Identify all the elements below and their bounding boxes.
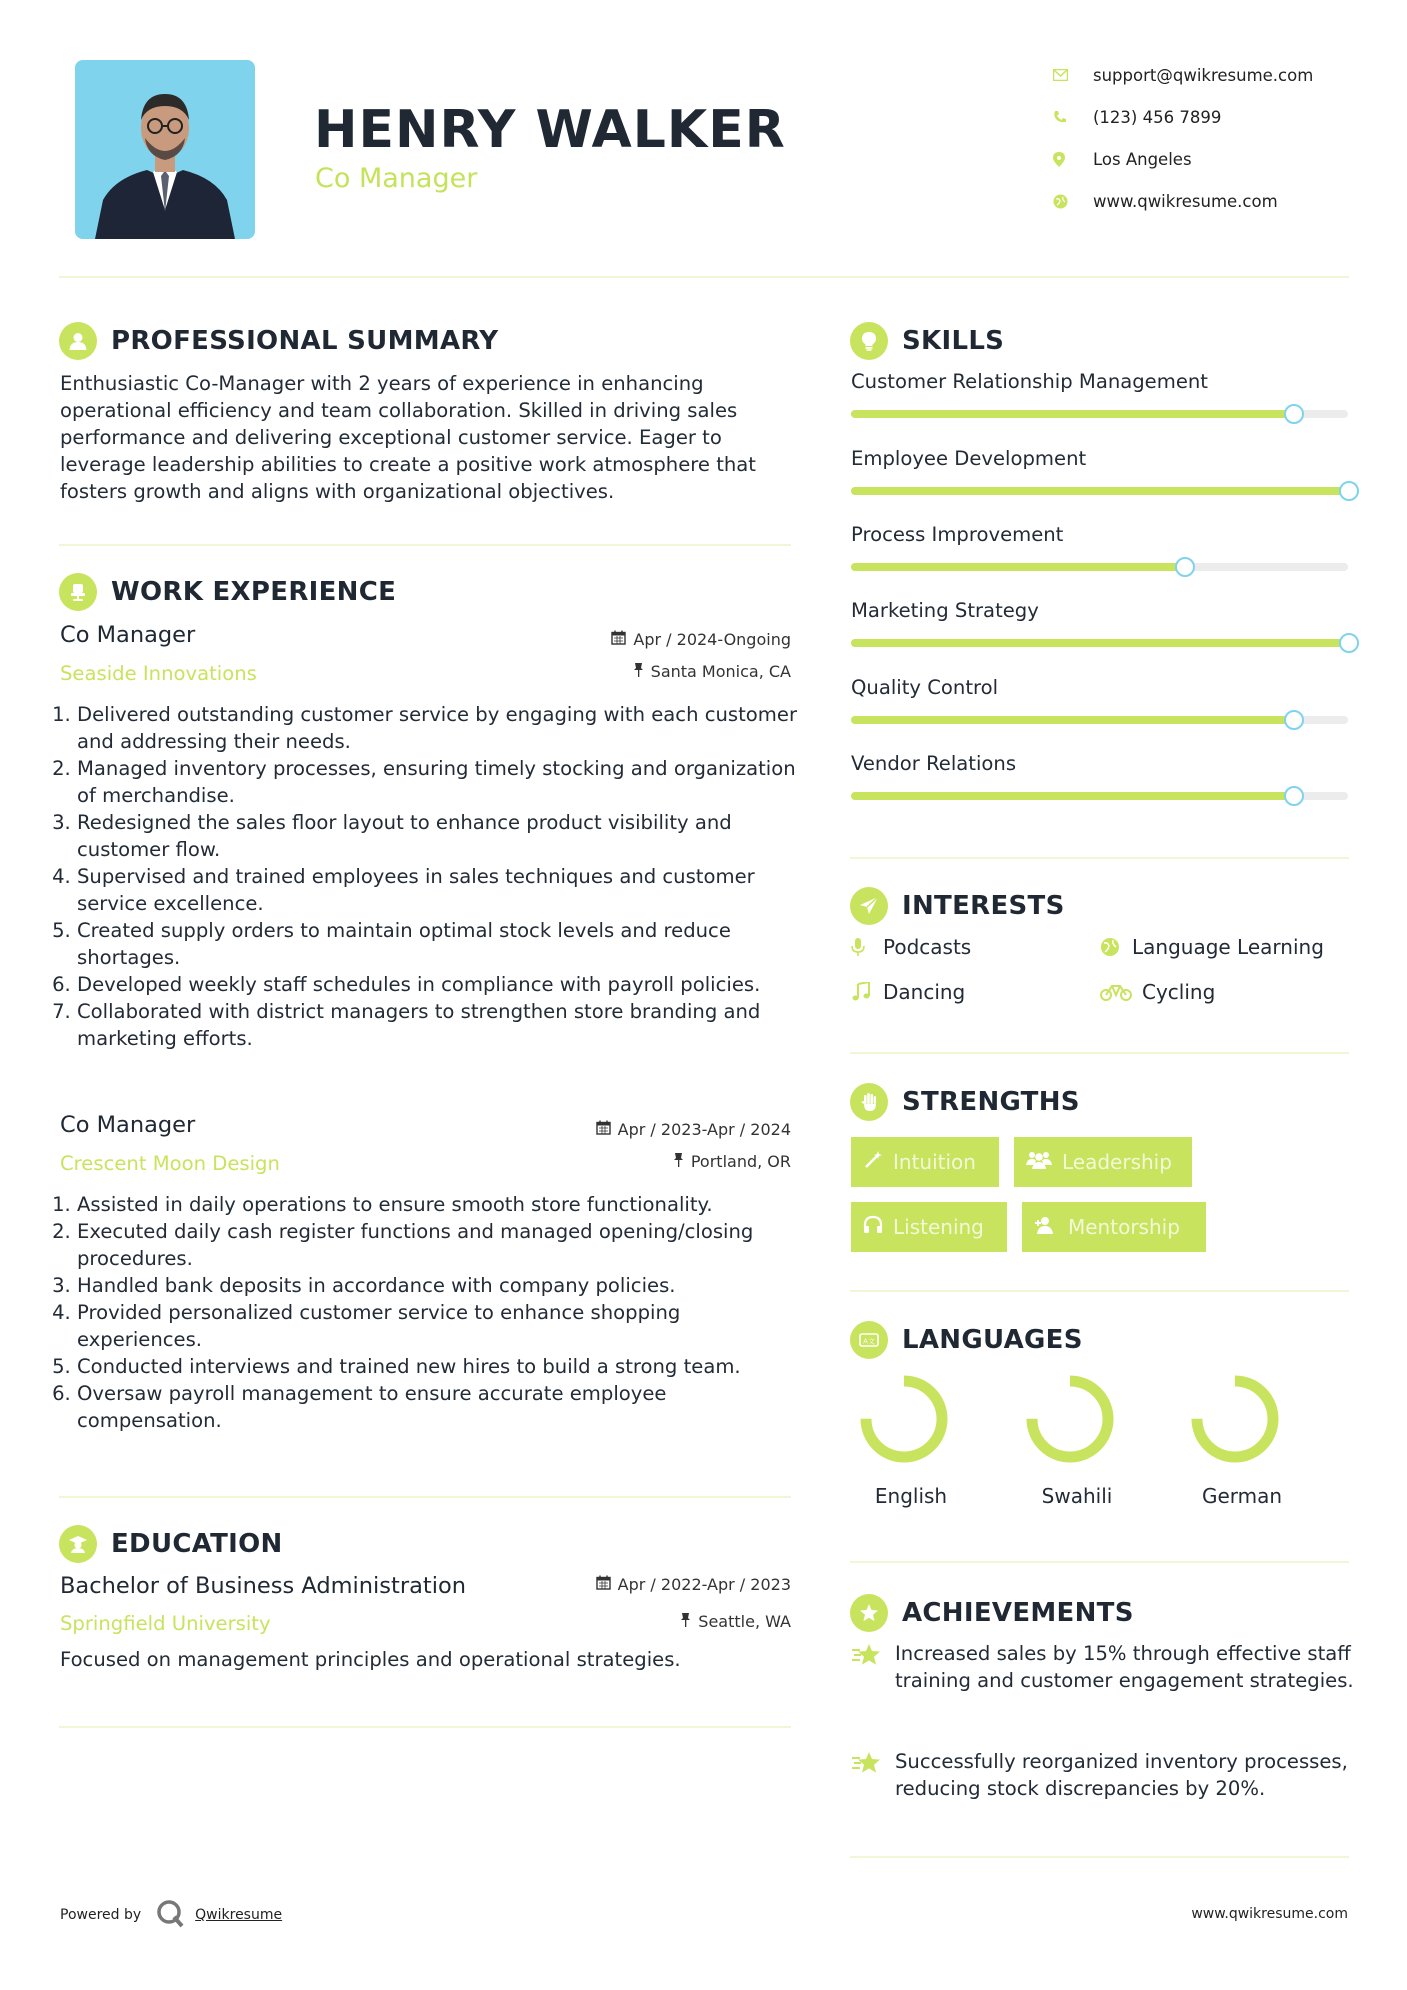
strengths-title: STRENGTHS — [902, 1087, 1080, 1117]
strength-intuition — [851, 1137, 999, 1187]
footer-powered-by — [60, 1898, 282, 1932]
hand-icon — [850, 1083, 888, 1121]
skills-heading — [850, 322, 1004, 360]
contact-phone-text: (123) 456 7899 — [1093, 107, 1222, 127]
experience-title: WORK EXPERIENCE — [111, 577, 397, 607]
job-1-duty: 2. Managed inventory processes, ensuring timely stocking and organization of merchandise. — [77, 755, 807, 809]
magic-wand-icon — [863, 1150, 883, 1175]
education-title: EDUCATION — [111, 1529, 283, 1559]
skill-item — [851, 599, 1351, 629]
footer-website[interactable]: www.qwikresume.com — [1191, 1906, 1348, 1922]
profile-photo — [75, 60, 255, 239]
skill-bar-fill — [851, 639, 1348, 647]
skill-label: Vendor Relations — [851, 752, 1017, 775]
interest-label: Podcasts — [883, 935, 972, 959]
bicycle-icon — [1100, 983, 1140, 1001]
job-2-title: Co Manager — [60, 1112, 196, 1138]
skill-label: Quality Control — [851, 676, 999, 699]
language-german — [1182, 1372, 1302, 1508]
calendar-icon — [611, 630, 626, 649]
contact-phone[interactable] — [1050, 96, 1380, 138]
job-1-duty: 3. Redesigned the sales floor layout to enhance product visibility and customer flow. — [77, 809, 807, 863]
skill-bar-track — [851, 410, 1348, 418]
contact-location-text: Los Angeles — [1093, 149, 1192, 169]
skill-bar-track — [851, 487, 1348, 495]
achievement-text: Increased sales by 15% through effective staff training and customer engagement strategies. — [895, 1642, 1354, 1692]
globe-icon — [1100, 937, 1130, 957]
contact-website-text: www.qwikresume.com — [1093, 191, 1278, 211]
calendar-icon — [596, 1575, 611, 1594]
email-icon — [1050, 69, 1093, 81]
degree-title: Bachelor of Business Administration — [60, 1573, 466, 1599]
job-2-location-text: Portland, OR — [690, 1152, 791, 1171]
strength-leadership — [1014, 1137, 1192, 1187]
interest-label: Cycling — [1142, 980, 1216, 1004]
summary-heading — [59, 322, 498, 360]
strengths-heading — [850, 1083, 1080, 1121]
skill-item — [851, 676, 1351, 706]
language-level-ring — [1182, 1372, 1302, 1472]
star-badge-icon — [850, 1594, 888, 1632]
experience-divider — [59, 1496, 791, 1498]
job-1-location-text: Santa Monica, CA — [650, 662, 791, 681]
achievement-item — [851, 1748, 1361, 1802]
location-pin-icon — [1050, 152, 1093, 167]
language-level-ring — [851, 1372, 971, 1472]
experience-heading — [59, 573, 396, 611]
skill-slider-knob[interactable] — [1339, 633, 1359, 653]
job-2-duty: 3. Handled bank deposits in accordance with company policies. — [77, 1272, 807, 1299]
skill-item — [851, 447, 1351, 477]
contact-email-text: support@qwikresume.com — [1093, 65, 1314, 85]
job-1-duty: 6. Developed weekly staff schedules in compliance with payroll policies. — [77, 971, 807, 998]
header-divider — [59, 276, 1349, 278]
strength-label: Listening — [893, 1215, 984, 1239]
lightbulb-icon — [850, 322, 888, 360]
summary-title: PROFESSIONAL SUMMARY — [111, 326, 499, 356]
contact-website[interactable] — [1050, 180, 1380, 222]
language-name: Swahili — [1041, 1484, 1113, 1508]
achievement-text: Successfully reorganized inventory processes, reducing stock discrepancies by 20%. — [895, 1750, 1348, 1800]
languages-title: LANGUAGES — [902, 1325, 1083, 1355]
contact-email[interactable] — [1050, 54, 1380, 96]
job-1-company: Seaside Innovations — [60, 662, 257, 685]
education-location-text: Seattle, WA — [698, 1612, 791, 1631]
qwikresume-link[interactable]: Qwikresume — [195, 1907, 283, 1923]
summary-divider — [59, 544, 791, 546]
pushpin-icon — [633, 662, 644, 681]
strength-listening — [851, 1202, 1007, 1252]
languages-heading — [850, 1321, 1083, 1359]
education-heading — [59, 1525, 283, 1563]
skill-slider-knob[interactable] — [1284, 404, 1304, 424]
language-english — [851, 1372, 971, 1508]
skill-slider-knob[interactable] — [1284, 786, 1304, 806]
interest-label: Language Learning — [1132, 935, 1324, 959]
skill-bar-fill — [851, 563, 1184, 571]
interests-divider — [850, 1052, 1349, 1054]
language-name: English — [874, 1484, 948, 1508]
interests-heading — [850, 887, 1065, 925]
job-1-duty: 5. Created supply orders to maintain optimal stock levels and reduce shortages. — [77, 917, 807, 971]
phone-icon — [1050, 110, 1093, 124]
strength-label: Leadership — [1062, 1150, 1172, 1174]
job-2-duty: 1. Assisted in daily operations to ensure smooth store functionality. — [77, 1191, 807, 1218]
interest-podcasts — [851, 935, 971, 959]
briefcase-chair-icon — [59, 573, 97, 611]
candidate-title: Co Manager — [315, 163, 478, 194]
job-2-location — [560, 1152, 791, 1171]
language-level-ring — [1017, 1372, 1137, 1472]
interest-language-learning — [1100, 935, 1324, 959]
shooting-star-icon — [851, 1748, 895, 1802]
microphone-icon — [851, 937, 881, 957]
skill-label: Process Improvement — [851, 523, 1064, 546]
education-dates-text: Apr / 2022-Apr / 2023 — [617, 1575, 791, 1594]
education-location — [560, 1612, 791, 1631]
interest-dancing — [851, 980, 965, 1004]
achievements-heading — [850, 1594, 1134, 1632]
job-1-duty: 7. Collaborated with district managers to strengthen store branding and marketing efforts. — [77, 998, 807, 1052]
job-2-duty: 4. Provided personalized customer service to enhance shopping experiences. — [77, 1299, 807, 1353]
strengths-divider — [850, 1290, 1349, 1292]
calendar-icon — [596, 1120, 611, 1139]
skill-label: Employee Development — [851, 447, 1087, 470]
skill-label: Marketing Strategy — [851, 599, 1039, 622]
job-1-duties — [59, 701, 807, 1052]
languages-divider — [850, 1561, 1349, 1563]
skill-bar-fill — [851, 716, 1293, 724]
job-1-dates — [560, 630, 791, 649]
strength-label: Mentorship — [1068, 1215, 1180, 1239]
graduate-icon — [59, 1525, 97, 1563]
skill-bar-fill — [851, 487, 1348, 495]
job-2-dates-text: Apr / 2023-Apr / 2024 — [617, 1120, 791, 1139]
shooting-star-icon — [851, 1640, 895, 1694]
school-name: Springfield University — [60, 1612, 271, 1635]
skill-slider-knob[interactable] — [1175, 557, 1195, 577]
skill-bar-track — [851, 716, 1348, 724]
education-divider — [59, 1726, 791, 1728]
job-2-duty: 5. Conducted interviews and trained new hires to build a strong team. — [77, 1353, 807, 1380]
paper-plane-icon — [850, 887, 888, 925]
job-2-duties — [59, 1191, 807, 1434]
candidate-name: HENRY WALKER — [314, 100, 786, 160]
job-2-dates — [520, 1120, 791, 1139]
job-2-duty: 2. Executed daily cash register functions and managed opening/closing procedures. — [77, 1218, 807, 1272]
qwikresume-logo-icon — [155, 1898, 185, 1932]
job-1-duty: 1. Delivered outstanding customer service by engaging with each customer and addressing their needs. — [77, 701, 807, 755]
skills-title: SKILLS — [902, 326, 1005, 356]
achievements-title: ACHIEVEMENTS — [902, 1598, 1134, 1628]
strength-mentorship — [1022, 1202, 1206, 1252]
job-2-duty: 6. Oversaw payroll management to ensure accurate employee compensation. — [77, 1380, 807, 1434]
education-dates — [520, 1575, 791, 1594]
skill-label: Customer Relationship Management — [851, 370, 1208, 393]
skill-bar-track — [851, 563, 1348, 571]
music-note-icon — [851, 982, 881, 1002]
globe-icon — [1050, 194, 1093, 209]
job-2-company: Crescent Moon Design — [60, 1152, 280, 1175]
skill-item — [851, 752, 1351, 782]
interest-cycling — [1100, 980, 1215, 1004]
users-icon — [1026, 1150, 1052, 1175]
headphones-icon — [863, 1215, 883, 1240]
skills-divider — [850, 857, 1349, 859]
skill-item — [851, 370, 1351, 400]
contact-location — [1050, 138, 1380, 180]
user-plus-icon — [1034, 1215, 1058, 1240]
job-1-dates-text: Apr / 2024-Ongoing — [633, 630, 791, 649]
skill-item — [851, 523, 1351, 553]
job-1-location — [560, 662, 791, 681]
job-1-duty: 4. Supervised and trained employees in sales techniques and customer service excellence. — [77, 863, 807, 917]
skill-slider-knob[interactable] — [1339, 481, 1359, 501]
skill-bar-track — [851, 792, 1348, 800]
translate-icon — [850, 1321, 888, 1359]
skill-bar-fill — [851, 410, 1293, 418]
language-name: German — [1201, 1484, 1283, 1508]
strength-label: Intuition — [893, 1150, 976, 1174]
education-description: Focused on management principles and operational strategies. — [60, 1648, 681, 1671]
language-swahili — [1017, 1372, 1137, 1508]
user-icon — [59, 322, 97, 360]
summary-text: Enthusiastic Co-Manager with 2 years of experience in enhancing operational efficiency and team collaboration. Skilled in driving sales performance and delivering exceptional customer service. Eager to leverage leadership abilities to create a positive work atmosphere that fosters growth and aligns with organizational objectives. — [60, 372, 756, 503]
interests-title: INTERESTS — [902, 891, 1065, 921]
achievement-item — [851, 1640, 1361, 1694]
interest-label: Dancing — [883, 980, 966, 1004]
svg-text:A文: A文 — [863, 1337, 875, 1346]
skill-bar-track — [851, 639, 1348, 647]
contact-list — [1050, 54, 1380, 222]
pushpin-icon — [673, 1152, 684, 1171]
job-1-title: Co Manager — [60, 622, 196, 648]
skill-bar-fill — [851, 792, 1293, 800]
achievements-divider — [850, 1856, 1349, 1858]
powered-by-label: Powered by — [60, 1907, 142, 1923]
pushpin-icon — [680, 1612, 691, 1631]
skill-slider-knob[interactable] — [1284, 710, 1304, 730]
